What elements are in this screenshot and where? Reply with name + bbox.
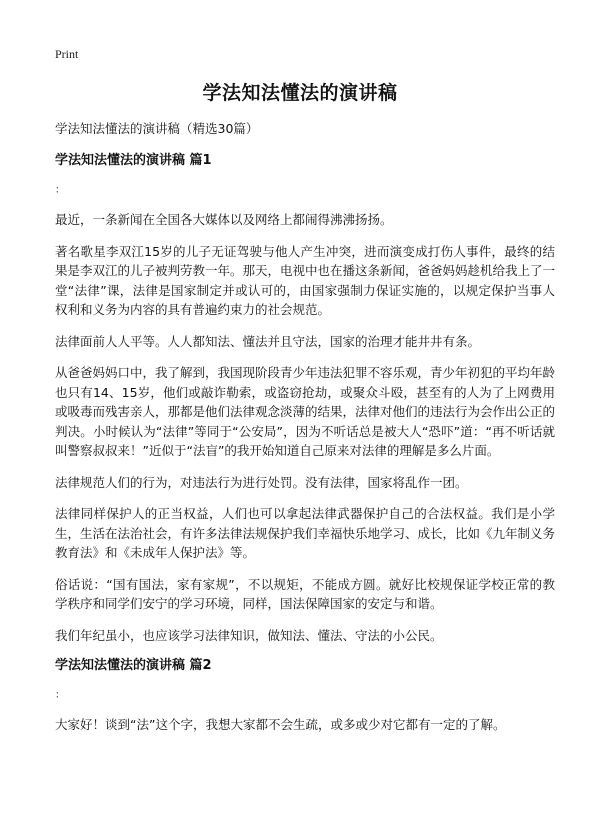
- section-2: [55, 657, 555, 735]
- section-heading: 学法知法懂法的演讲稿 篇2: [55, 658, 212, 673]
- page-title: 学法知法懂法的演讲稿: [202, 82, 398, 104]
- paragraph: 大家好！谈到“法”这个字，我想大家都不会生疏，或多或少对它都有一定的了解。: [55, 717, 506, 732]
- paragraph: 法律面前人人平等。人人都知法、懂法并且守法，国家的治理才能井井有条。: [55, 333, 481, 349]
- paragraph: 我们年纪虽小，也应该学习法律知识，做知法、懂法、守法的小公民。: [55, 627, 443, 643]
- paragraph: 俗话说：“国有国法，家有家规”，不以规矩，不能成方圆。就好比校规保证学校正常的教学秩序和同学们安宁的学习环境，同样，国法保障国家的安定与和谐。: [55, 576, 555, 611]
- document-subtitle: 学法知法懂法的演讲稿（精选30篇）: [55, 121, 259, 136]
- document-body: [55, 120, 555, 747]
- paragraph: 法律规范人们的行为，对违法行为进行处罚。没有法律，国家将乱作一团。: [55, 474, 468, 490]
- paragraph: 最近，一条新闻在全国各大媒体以及网络上都闹得沸沸扬扬。: [55, 212, 393, 227]
- section-marker: ：: [55, 185, 65, 196]
- section-marker: ：: [55, 690, 65, 701]
- paragraph: 著名歌星李双江15岁的儿子无证驾驶与他人产生冲突，进而演变成打伤人事件，最终的结果是李双江的儿子被判劳教一年。那天，电视中也在播这条新闻，爸爸妈妈趁机给我上了一堂“法律”课，法律是国家制定并或认可的，由国家强制力保证实施的，以规定保护当事人权利和义务为内容的具有普遍约束力的社会规范。: [55, 243, 556, 317]
- print-link[interactable]: Print: [55, 47, 79, 61]
- paragraph: 法律同样保护人的正当权益，人们也可以拿起法律武器保护自己的合法权益。我们是小学生，生活在法治社会，有许多法律法规保护我们幸福快乐地学习、成长，比如《九年制义务教育法》和《未成年人保护法》等。: [55, 506, 556, 560]
- paragraph: 从爸爸妈妈口中，我了解到，我国现阶段青少年违法犯罪不容乐观，青少年初犯的平均年龄也只有14、15岁，他们或敲诈勒索，或盗窃抢劫，或聚众斗殴，甚至有的人为了上网费用或吸毒而残害亲人，那都是他们法律观念淡薄的结果，法律对他们的违法行为会作出公正的判决。小时候认为“法律”等同于“公安局”，因为不听话总是被大人“恐吓”道：“再不听话就叫警察叔叔来！”近似于“法盲”的我开始知道自己原来对法律的理解是多么片面。: [55, 365, 556, 458]
- section-1: [55, 152, 555, 645]
- section-heading: 学法知法懂法的演讲稿 篇1: [55, 153, 212, 168]
